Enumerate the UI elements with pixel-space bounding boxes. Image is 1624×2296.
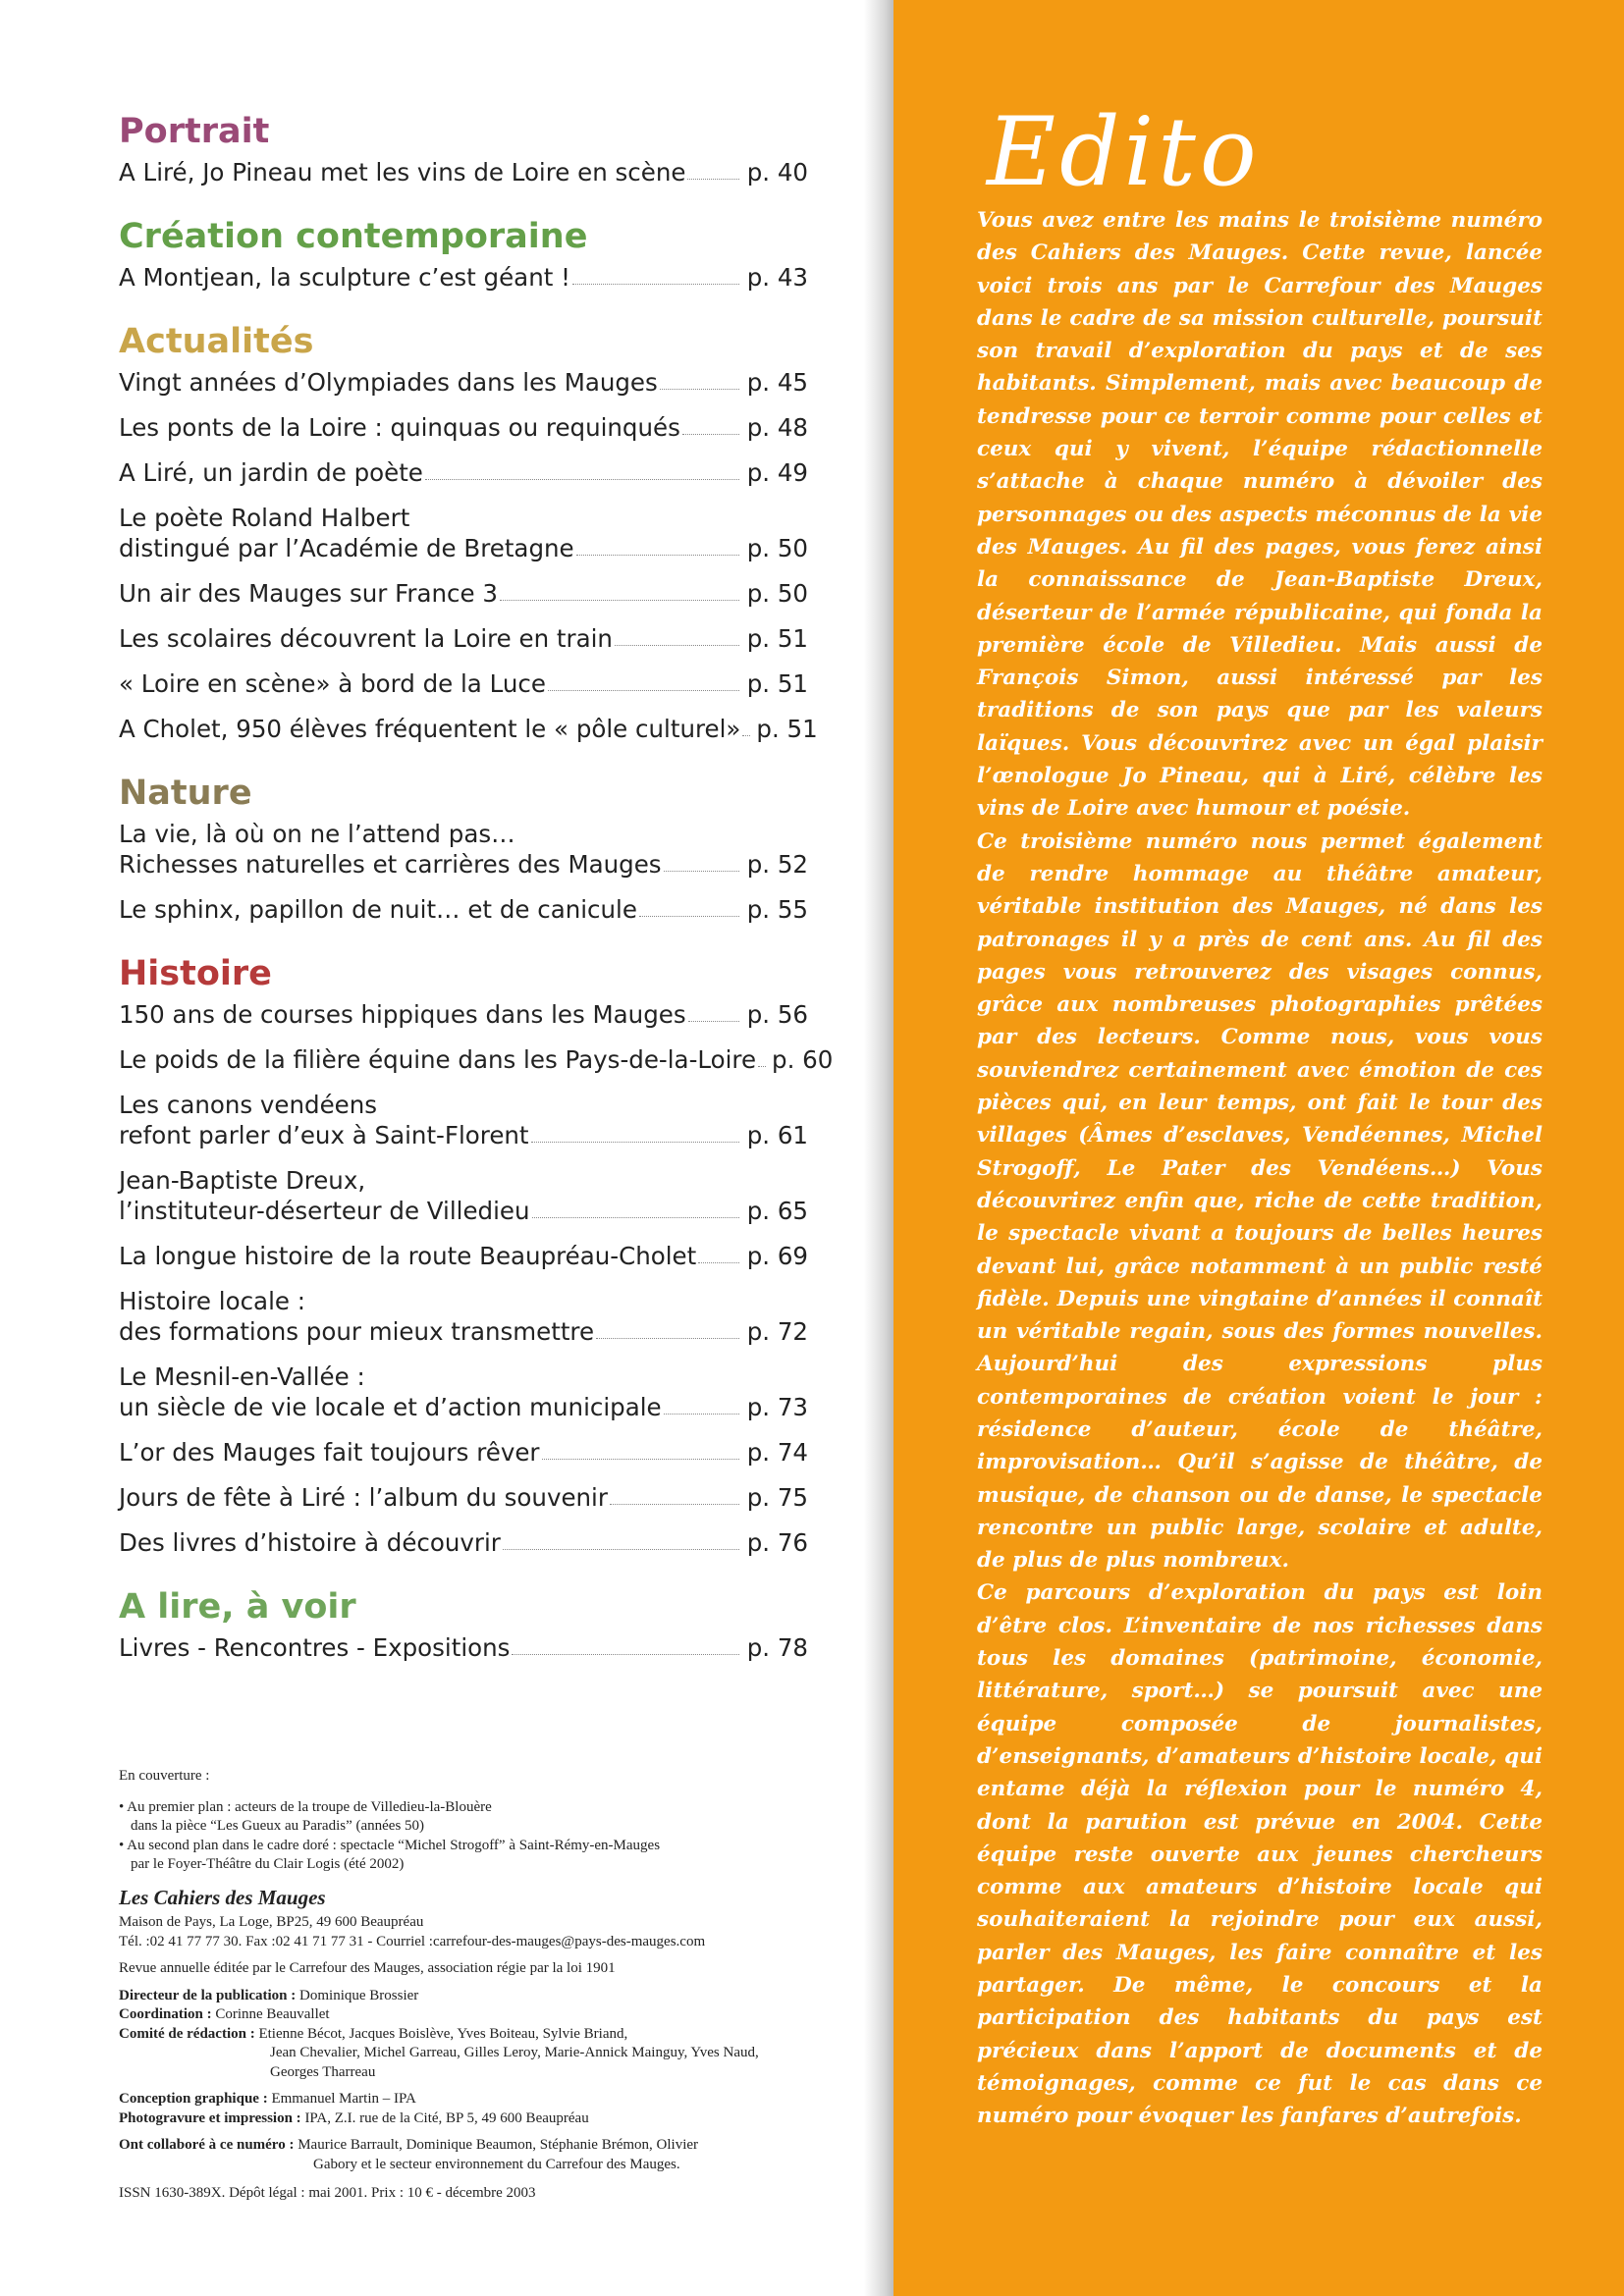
toc-entry	[119, 1482, 808, 1513]
page-number: p. 51	[756, 715, 818, 743]
page-number: p. 74	[746, 1438, 808, 1467]
dot-leader	[615, 645, 739, 646]
entry-title-line: La vie, là où on ne l’attend pas…	[119, 820, 515, 848]
edito-title: Edito	[987, 97, 1261, 207]
dot-leader	[660, 389, 739, 390]
entry-title-line: Histoire locale :	[119, 1287, 305, 1315]
committee-line: Jean Chevalier, Michel Garreau, Gilles Leroy, Marie-Annick Mainguy, Yves Naud,	[270, 2045, 759, 2060]
entry-title-line: Des livres d’histoire à découvrir	[119, 1528, 501, 1557]
edito-paragraph: Vous avez entre les mains le troisième numéro des Cahiers des Mauges. Cette revue, lancée voici trois ans par le Carrefour des Mauges dans le cadre de sa mission culturelle, poursuit son travail d’exploration du pays et de ses habitants. Simplement, mais avec beaucoup de tendresse pour ce terroir comme pour celles et ceux qui y vivent, l’équipe rédactionnelle s’attache à chaque numéro à dévoiler des personnages ou des aspects méconnus de la vie des Mauges. Au fil des pages, vous ferez ainsi la connaissance de Jean-Baptiste Dreux, déserteur de l’armée républicaine, qui fonda la première école de Villedieu. Mais aussi de François Simon, aussi intéressé par les traditions de son pays que par les valeurs laïques. Vous découvrirez avec un égal plaisir l’œnologue Jo Pineau, qui à Liré, célèbre les vins de Loire avec humour et poésie.	[977, 208, 1543, 822]
toc-section	[119, 772, 808, 925]
page-number: p. 52	[746, 850, 808, 879]
issn-line: ISSN 1630-389X. Dépôt légal : mai 2001. Prix : 10 € - décembre 2003	[119, 2185, 536, 2201]
entry-title	[119, 1044, 756, 1075]
toc-entry	[119, 894, 808, 925]
toc-entry	[119, 1090, 808, 1150]
toc-section	[119, 110, 808, 187]
page-number: p. 60	[772, 1045, 834, 1074]
entry-title-line: « Loire en scène» à bord de la Luce	[119, 669, 546, 698]
toc-entry	[119, 819, 808, 880]
cover-item: par le Foyer-Théâtre du Clair Logis (été 2002)	[131, 1856, 405, 1872]
dot-leader	[542, 1459, 740, 1460]
entry-title-line: 150 ans de courses hippiques dans les Mauges	[119, 1000, 686, 1029]
entry-title	[119, 457, 423, 488]
toc-entry	[119, 1362, 808, 1422]
edito-body	[977, 204, 1543, 2133]
page-fold-shadow	[864, 0, 893, 2296]
page-number: p. 75	[746, 1483, 808, 1512]
entry-title	[119, 578, 498, 609]
credits-block	[119, 1767, 826, 2204]
entry-title-line: Le Mesnil-en-Vallée :	[119, 1362, 365, 1391]
dot-leader	[572, 284, 739, 285]
entry-title-line: Un air des Mauges sur France 3	[119, 579, 498, 608]
page-number: p. 51	[746, 669, 808, 698]
cover-item: dans la pièce “Les Gueux au Paradis” (années 50)	[131, 1818, 425, 1834]
entry-title-line: distingué par l’Académie de Bretagne	[119, 534, 574, 562]
entry-title-line: Le sphinx, papillon de nuit… et de canicule	[119, 895, 637, 924]
toc-entry	[119, 1241, 808, 1271]
contact: Tél. :02 41 77 77 30. Fax :02 41 71 77 31 - Courriel :carrefour-des-mauges@pays-des-mauges.com	[119, 1933, 706, 1949]
entry-title	[119, 1527, 501, 1558]
dot-leader	[532, 1217, 740, 1218]
page-number: p. 55	[746, 895, 808, 924]
dot-leader	[531, 1142, 739, 1143]
dot-leader	[682, 434, 739, 435]
page-number: p. 50	[746, 579, 808, 608]
page-number: p. 40	[746, 158, 808, 187]
design-line: Conception graphique : Emmanuel Martin – IPA	[119, 2091, 416, 2107]
entry-title-line: Vingt années d’Olympiades dans les Mauges	[119, 368, 658, 397]
committee-line: Comité de rédaction : Etienne Bécot, Jacques Boislève, Yves Boiteau, Sylvie Briand,	[119, 2025, 628, 2042]
entry-title	[119, 1482, 608, 1513]
annual-note: Revue annuelle éditée par le Carrefour des Mauges, association régie par la loi 1901	[119, 1960, 616, 1976]
page-number: p. 69	[746, 1242, 808, 1270]
entry-title-line: refont parler d’eux à Saint-Florent	[119, 1121, 529, 1149]
toc-section	[119, 952, 834, 1558]
cover-label: En couverture :	[119, 1768, 210, 1784]
entry-title	[119, 1090, 529, 1150]
toc-entry	[119, 668, 808, 699]
dot-leader	[687, 179, 739, 180]
entry-title-line: Les canons vendéens	[119, 1091, 378, 1119]
entry-title-line: Les ponts de la Loire : quinquas ou requinqués	[119, 413, 680, 442]
entry-title	[119, 262, 570, 293]
page-number: p. 48	[746, 413, 808, 442]
toc-entry	[119, 1165, 808, 1226]
toc-entry	[119, 714, 818, 744]
entry-title-line: A Montjean, la sculpture c’est géant !	[119, 263, 570, 292]
dot-leader	[512, 1654, 739, 1655]
entry-title-line: Jours de fête à Liré : l’album du souvenir	[119, 1483, 608, 1512]
cover-item: • Au premier plan : acteurs de la troupe de Villedieu-la-Blouère	[119, 1798, 492, 1815]
entry-title-line: un siècle de vie locale et d’action municipale	[119, 1393, 662, 1421]
toc-entry	[119, 1632, 808, 1663]
entry-title-line: Livres - Rencontres - Expositions	[119, 1633, 511, 1662]
toc-entry	[119, 1437, 808, 1468]
page-number: p. 65	[746, 1197, 808, 1225]
entry-title	[119, 1362, 662, 1422]
entry-title-line: Jean-Baptiste Dreux,	[119, 1166, 366, 1195]
toc-entry	[119, 1044, 834, 1075]
dot-leader	[742, 735, 750, 736]
dot-leader	[503, 1549, 739, 1550]
magazine-title: Les Cahiers des Mauges	[119, 1885, 326, 1909]
edito-paragraph: Ce parcours d’exploration du pays est loin d’être clos. L’inventaire de nos richesses dans tous les domaines (patrimoine, économie, littérature, sport…) se poursuit avec une équipe composée de journalistes, d’enseignants, d’amateurs d’histoire locale, qui entame déjà la réflexion pour le numéro 4, dont la parution est prévue en 2004. Cette équipe reste ouverte aux jeunes chercheurs comme aux amateurs d’histoire locale qui souhaiteraient la rejoindre pour eux aussi, parler des Mauges, les faire connaître et les partager. De même, le concours et la participation des habitants du pays est précieux dans l’apport de documents et de témoignages, comme ce fut le cas dans ce numéro pour évoquer les fanfares d’autrefois.	[977, 1580, 1543, 2129]
entry-title-line: Les scolaires découvrent la Loire en train	[119, 624, 613, 653]
toc-section	[119, 1585, 808, 1663]
entry-title	[119, 412, 680, 443]
toc-entry	[119, 457, 808, 488]
dot-leader	[610, 1504, 739, 1505]
toc-section	[119, 320, 818, 744]
toc-entry	[119, 999, 808, 1030]
entry-title-line: Le poète Roland Halbert	[119, 504, 410, 532]
print-line: Photogravure et impression : IPA, Z.I. rue de la Cité, BP 5, 49 600 Beaupréau	[119, 2109, 589, 2126]
page-number: p. 45	[746, 368, 808, 397]
dot-leader	[698, 1262, 739, 1263]
section-title: Actualités	[119, 322, 314, 361]
coordination-line: Coordination : Corinne Beauvallet	[119, 2006, 330, 2022]
dot-leader	[639, 916, 739, 917]
page-number: p. 50	[746, 534, 808, 562]
page-number: p. 73	[746, 1393, 808, 1421]
entry-title-line: A Cholet, 950 élèves fréquentent le « pôle culturel»	[119, 715, 741, 743]
entry-title	[119, 503, 574, 563]
cover-item: • Au second plan dans le cadre doré : spectacle “Michel Strogoff” à Saint-Rémy-en-Mauges	[119, 1837, 661, 1853]
entry-title	[119, 367, 658, 398]
entry-title	[119, 157, 685, 187]
entry-title	[119, 1165, 530, 1226]
toc-entry	[119, 503, 808, 563]
toc-entry	[119, 1286, 808, 1347]
entry-title-line: des formations pour mieux transmettre	[119, 1317, 595, 1346]
entry-title-line: L’or des Mauges fait toujours rêver	[119, 1438, 540, 1467]
page-number: p. 43	[746, 263, 808, 292]
page-number: p. 51	[746, 624, 808, 653]
edito-paragraph: Ce troisième numéro nous permet également de rendre hommage au théâtre amateur, véritable institution des Mauges, né dans les patronages il y a près de cent ans. Au fil des pages vous retrouverez des visages connus, grâce aux nombreuses photographies prêtées par des lecteurs. Comme nous, vous vous souviendrez certainement avec émotion de ces pièces qui, en leur temps, ont fait le tour des villages (Âmes d’esclaves, Vendéennes, Michel Strogoff, Le Pater des Vendéens…) Vous découvrirez enfin que, riche de cette tradition, le spectacle vivant a toujours de belles heures devant lui, grâce notamment à un public resté fidèle. Depuis une vingtaine d’années il connaît un véritable regain, sous des formes nouvelles. Aujourd’hui des expressions plus contemporaines de création voient le jour : résidence d’auteur, école de théâtre, improvisation… Qu’il s’agisse de théâtre, de musique, de chanson ou de danse, le spectacle rencontre un public large, scolaire et adulte, de plus de plus nombreux.	[977, 828, 1543, 1574]
page-number: p. 72	[746, 1317, 808, 1346]
entry-title	[119, 623, 613, 654]
page-number: p. 61	[746, 1121, 808, 1149]
section-title: A lire, à voir	[119, 1587, 356, 1627]
section-title: Création contemporaine	[119, 217, 588, 256]
page-number: p. 49	[746, 458, 808, 487]
toc-entry	[119, 262, 808, 293]
table-of-contents	[119, 110, 834, 1690]
director-line: Directeur de la publication : Dominique Brossier	[119, 1987, 419, 2003]
entry-title	[119, 1632, 510, 1663]
page-number: p. 76	[746, 1528, 808, 1557]
dot-leader	[500, 600, 739, 601]
collab-line: Gabory et le secteur environnement du Carrefour des Mauges.	[313, 2156, 680, 2172]
entry-title	[119, 819, 662, 880]
entry-title-line: Le poids de la filière équine dans les Pays-de-la-Loire	[119, 1045, 757, 1074]
collab-line: Ont collaboré à ce numéro : Maurice Barrault, Dominique Beaumon, Stéphanie Brémon, Olivier	[119, 2137, 699, 2153]
committee-line: Georges Tharreau	[270, 2063, 376, 2080]
entry-title-line: A Liré, Jo Pineau met les vins de Loire en scène	[119, 158, 686, 187]
entry-title	[119, 668, 546, 699]
entry-title	[119, 1286, 594, 1347]
dot-leader	[576, 555, 739, 556]
entry-title-line: A Liré, un jardin de poète	[119, 458, 423, 487]
address: Maison de Pays, La Loge, BP25, 49 600 Beaupréau	[119, 1914, 424, 1930]
entry-title-line: l’instituteur-déserteur de Villedieu	[119, 1197, 530, 1225]
toc-entry	[119, 412, 808, 443]
toc-entry	[119, 157, 808, 187]
entry-title	[119, 999, 686, 1030]
section-title: Histoire	[119, 954, 272, 993]
entry-title	[119, 1241, 696, 1271]
section-title: Nature	[119, 774, 252, 813]
toc-entry	[119, 578, 808, 609]
dot-leader	[688, 1021, 739, 1022]
dot-leader	[548, 690, 739, 691]
dot-leader	[758, 1066, 766, 1067]
toc-entry	[119, 623, 808, 654]
section-title: Portrait	[119, 112, 270, 151]
entry-title-line: La longue histoire de la route Beaupréau-Cholet	[119, 1242, 697, 1270]
dot-leader	[664, 1414, 739, 1415]
toc-section	[119, 215, 808, 293]
entry-title	[119, 1437, 540, 1468]
toc-entry	[119, 1527, 808, 1558]
toc-entry	[119, 367, 808, 398]
entry-title	[119, 894, 637, 925]
entry-title	[119, 714, 740, 744]
page-number: p. 78	[746, 1633, 808, 1662]
dot-leader	[596, 1338, 739, 1339]
page-number: p. 56	[746, 1000, 808, 1029]
entry-title-line: Richesses naturelles et carrières des Mauges	[119, 850, 662, 879]
dot-leader	[425, 479, 739, 480]
dot-leader	[664, 871, 739, 872]
